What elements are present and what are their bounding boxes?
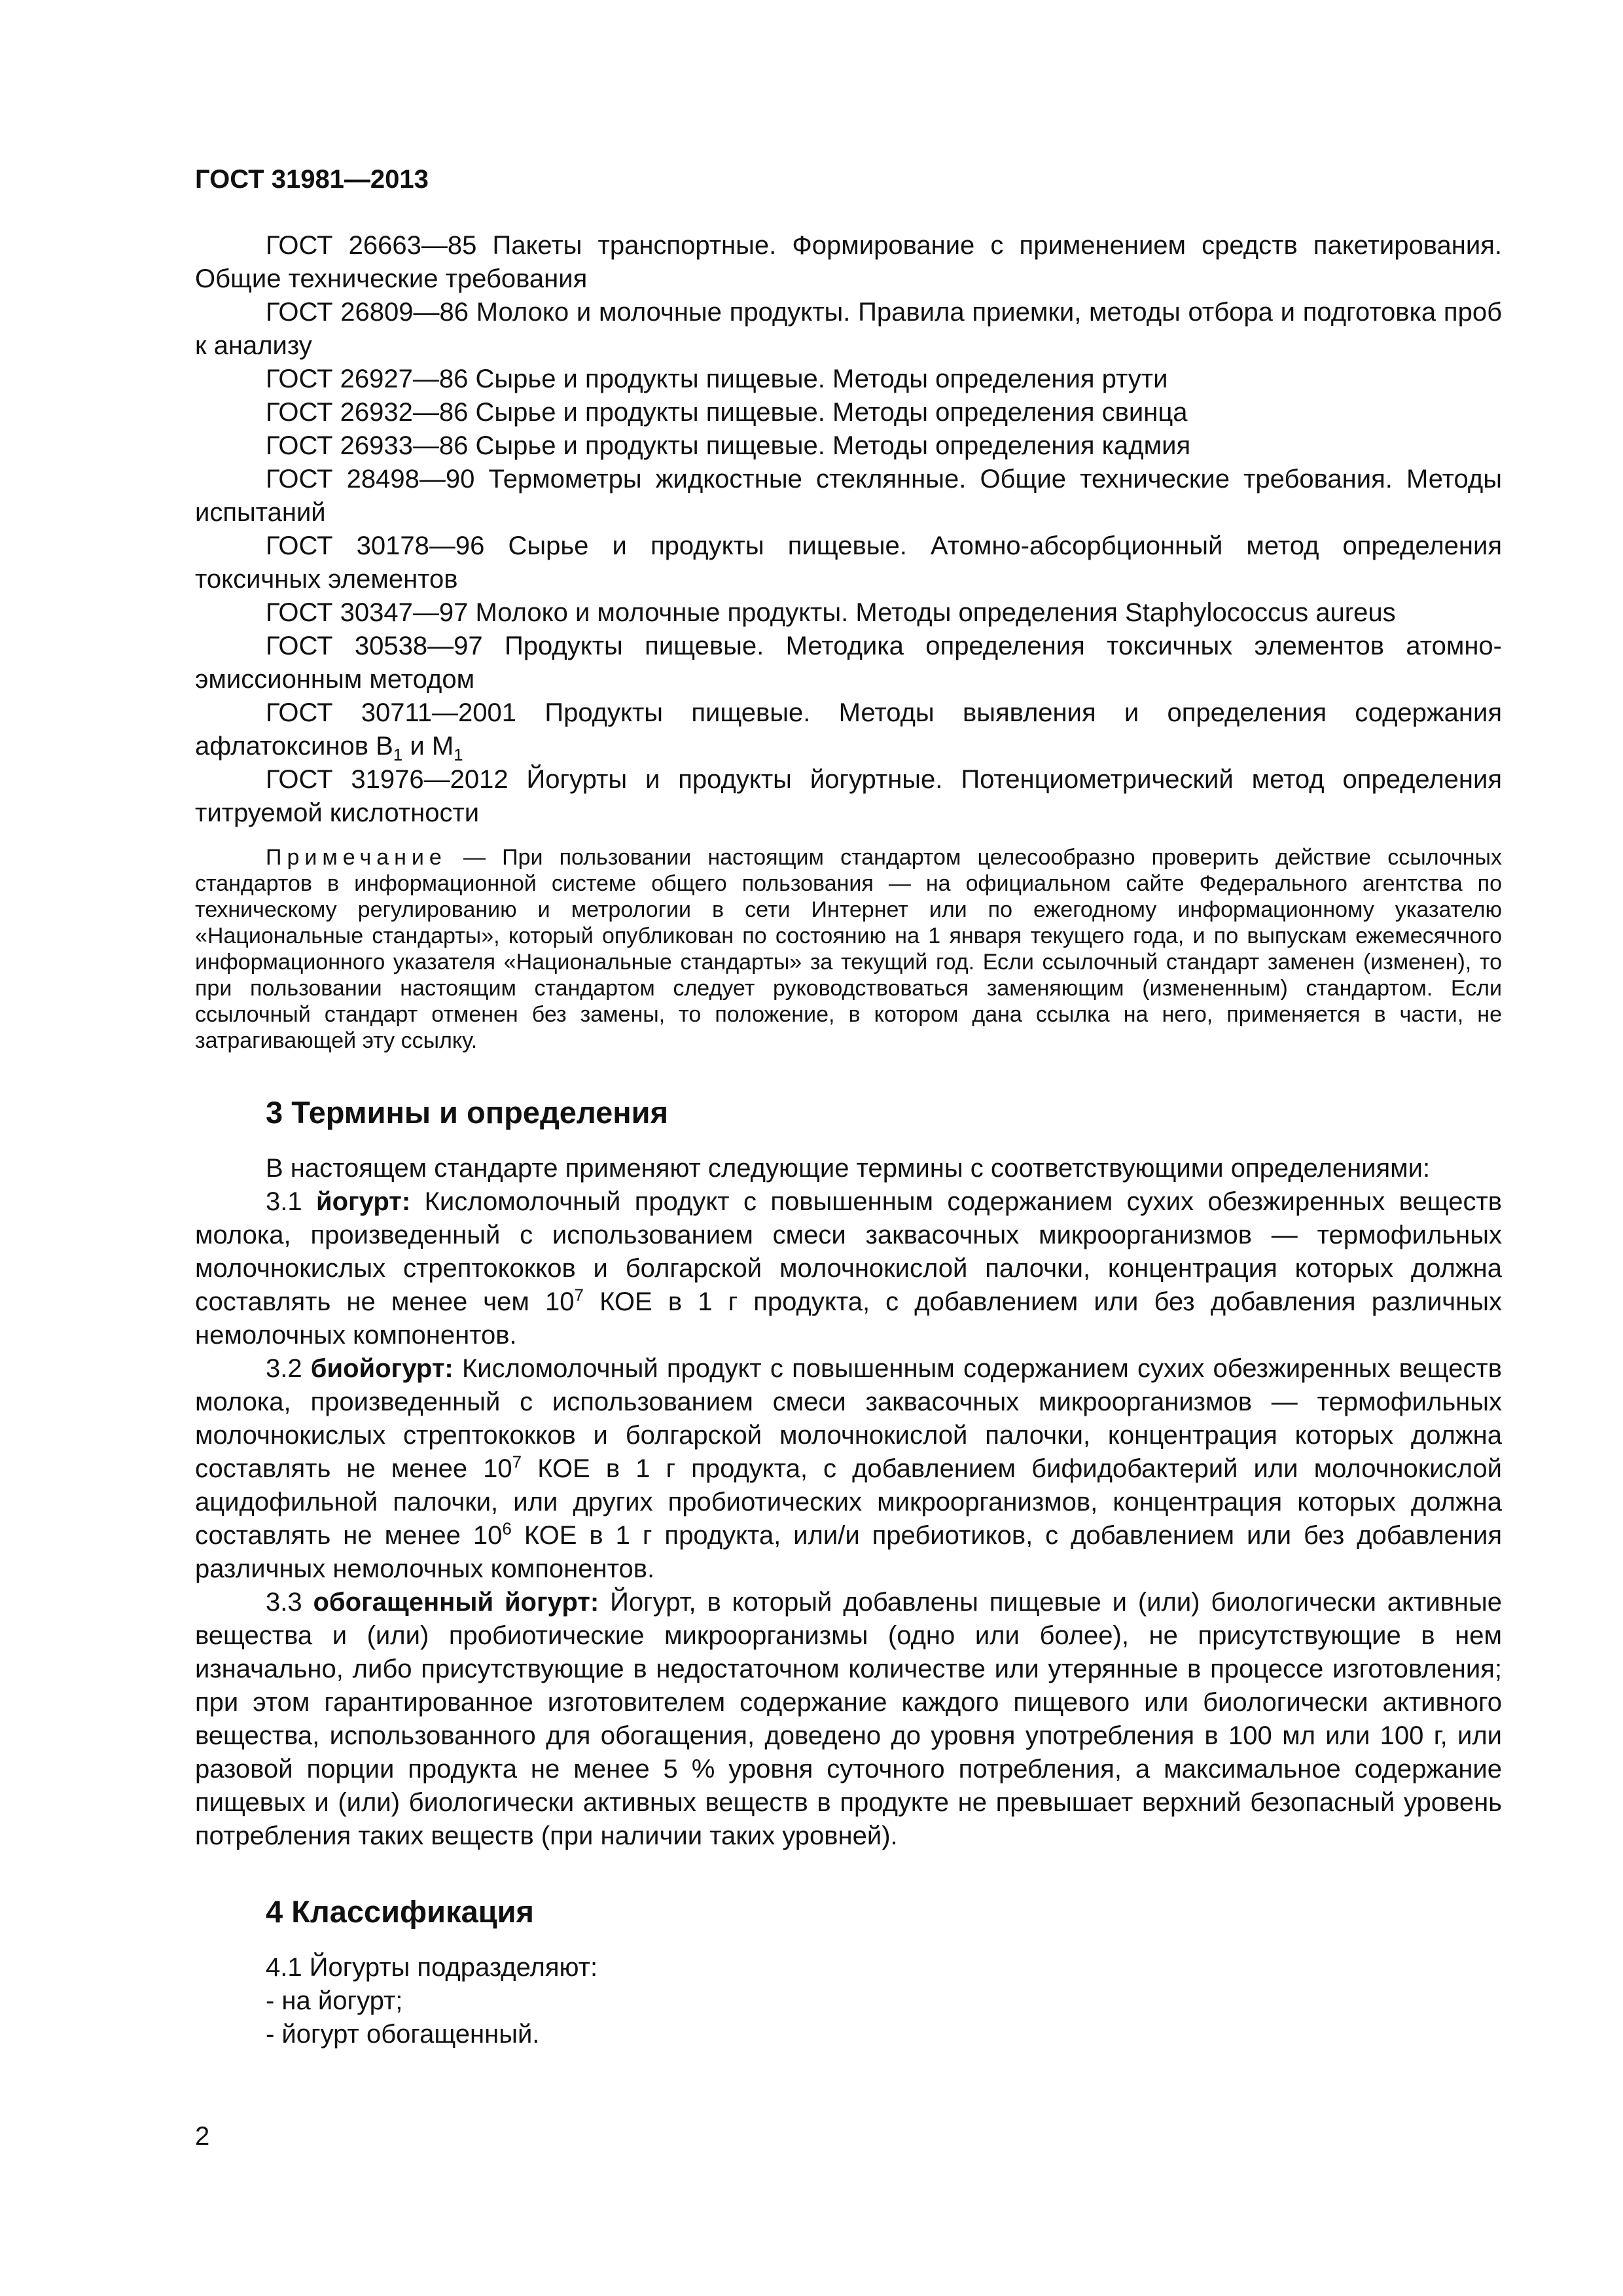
note-text: — При пользовании настоящим стандартом целесообразно проверить действие ссылочных стандартов в информационной системе общего пользования — на официальном сайте Федерального агентства по техническому регулированию и метрологии в сети Интернет или по ежегодному информационному указателю «Национальные стандарты», который опубликован по состоянию на 1 января текущего года, и по выпускам ежемесячного информационного указателя «Национальные стандарты» за текущий год. Если ссылочный стандарт заменен (изменен), то при пользовании настоящим стандартом следует руководствоваться заменяющим (измененным) стандартом. Если ссылочный стандарт отменен без замены, то положение, в котором дана ссылка на него, применяется в части, не затрагивающей эту ссылку. [195,845,1502,1053]
reference-item: ГОСТ 30538—97 Продукты пищевые. Методика определения токсичных элементов атомно-эмиссионным методом [195,632,1502,694]
list-item: - на йогурт; [266,1986,403,2015]
list-item: - йогурт обогащенный. [266,2020,540,2049]
term-label: биойогурт: [310,1354,454,1383]
reference-item: ГОСТ 26932—86 Сырье и продукты пищевые. Методы определения свинца [266,398,1188,427]
document-body [195,229,1502,2051]
section-4-intro: 4.1 Йогурты подразделяют: [266,1953,598,1982]
term-label: йогурт: [316,1187,411,1216]
term-3-3: 3.3 обогащенный йогурт: Йогурт, в который добавлены пищевые и (или) биологически активные вещества и (или) пробиотические микроорганизмы (одно или более), не присутствующие в нем изначально, либо присутствующие в недостаточном количестве или утерянные в процессе изготовления; при этом гарантированное изготовителем содержание каждого пищевого или биологически активного вещества, использованного для обогащения, доведено до уровня употребления в 100 мл или 100 г, или разовой порции продукта не менее 5 % уровня суточного потребления, а максимальное содержание пищевых и (или) биологически активных веществ в продукте не превышает верхний безопасный уровень потребления таких веществ (при наличии таких уровней). [195,1588,1503,1850]
note-label: Примечание [266,845,447,870]
reference-item: ГОСТ 26663—85 Пакеты транспортные. Формирование с применением средств пакетирования. Общие технические требования [195,231,1502,293]
reference-item: ГОСТ 26809—86 Молоко и молочные продукты. Правила приемки, методы отбора и подготовка проб к анализу [195,298,1502,360]
document-header: ГОСТ 31981—2013 [195,165,429,194]
reference-item: ГОСТ 26927—86 Сырье и продукты пищевые. Методы определения ртути [266,365,1168,393]
note [195,844,1502,1054]
term-3-2: 3.2 биойогурт: Кисломолочный продукт с повышенным содержанием сухих обезжиренных веществ молока, произведенный с использованием смеси заквасочных микроорганизмов — термофильных молочнокислых стрептококков и болгарской молочнокислой палочки, концентрация которых должна составлять не менее $10^7$ КОЕ в 1 г продукта, с добавлением бифидобактерий или молочнокислой ацидофильной палочки, или других пробиотических микроорганизмов, концентрация которых должна составлять не менее $10^6$ КОЕ в 1 г продукта, или/и пребиотиков, с добавлением или без добавления различных немолочных компонентов. [195,1354,1502,1583]
section-3-heading: 3 Термины и определения [266,1095,668,1130]
normative-references [195,229,1502,830]
section-3-intro: В настоящем стандарте применяют следующие термины с соответствующими определениями: [266,1154,1431,1183]
reference-item: ГОСТ 30347—97 Молоко и молочные продукты. Методы определения Staphylococcus aureus [266,598,1396,627]
section-4-heading: 4 Классификация [266,1894,534,1929]
reference-item: ГОСТ 30178—96 Сырье и продукты пищевые. Атомно-абсорбционный метод определения токсичных элементов [195,531,1502,594]
term-3-1: 3.1 йогурт: Кисломолочный продукт с повышенным содержанием сухих обезжиренных веществ молока, произведенный с использованием смеси заквасочных микроорганизмов — термофильных молочнокислых стрептококков и болгарской молочнокислой палочки, концентрация которых должна составлять не менее чем $10^7$ КОЕ в 1 г продукта, с добавлением или без добавления различных немолочных компонентов. [195,1187,1503,1350]
reference-item: ГОСТ 26933—86 Сырье и продукты пищевые. Методы определения кадмия [266,431,1191,460]
reference-item: ГОСТ 28498—90 Термометры жидкостные стеклянные. Общие технические требования. Методы испытаний [195,465,1502,527]
reference-item-aflatoxin: ГОСТ 30711—2001 Продукты пищевые. Методы выявления и определения содержания афлатоксинов $B_1$ и $M_1$ [195,698,1502,764]
page-number: 2 [195,2122,210,2151]
term-label: обогащенный йогурт: [313,1588,599,1617]
reference-item-yogurt: ГОСТ 31976—2012 Йогурты и продукты йогуртные. Потенциометрический метод определения титруемой кислотности [195,765,1502,827]
